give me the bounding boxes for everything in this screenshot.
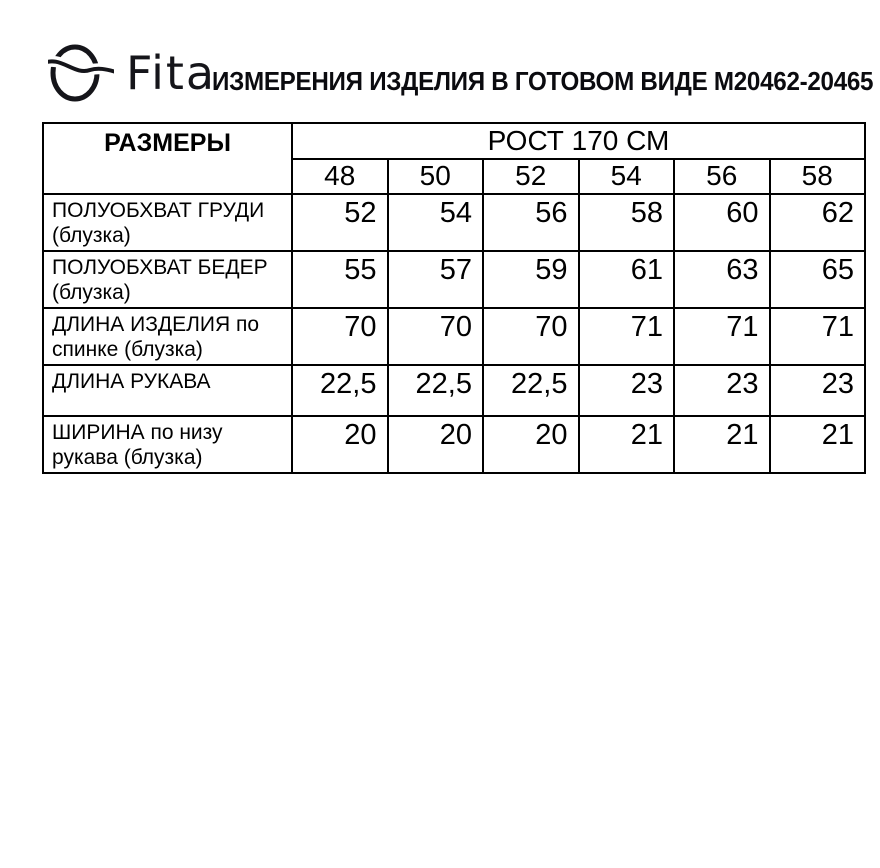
measurement-label: ШИРИНА по низу рукава (блузка) — [43, 416, 292, 473]
measurement-value: 21 — [674, 416, 770, 473]
brand-name: Fita — [126, 46, 217, 100]
measurement-value: 20 — [483, 416, 579, 473]
sizes-corner-header: РАЗМЕРЫ — [43, 123, 292, 194]
measurement-value: 61 — [579, 251, 675, 308]
measurement-value: 60 — [674, 194, 770, 251]
measurement-label: ДЛИНА РУКАВА — [43, 365, 292, 416]
measurement-value: 52 — [292, 194, 388, 251]
table-row — [43, 251, 865, 308]
table-header-row — [43, 123, 865, 159]
measurement-value: 59 — [483, 251, 579, 308]
measurement-value: 70 — [483, 308, 579, 365]
measurement-value: 62 — [770, 194, 866, 251]
measurement-value: 57 — [388, 251, 484, 308]
size-column-header: 52 — [483, 159, 579, 194]
measurement-value: 55 — [292, 251, 388, 308]
height-group-header: РОСТ 170 СМ — [292, 123, 865, 159]
measurement-label: ПОЛУОБХВАТ БЕДЕР (блузка) — [43, 251, 292, 308]
measurement-value: 20 — [292, 416, 388, 473]
measurements-table — [42, 122, 866, 474]
measurement-value: 20 — [388, 416, 484, 473]
table-row — [43, 194, 865, 251]
measurement-value: 71 — [579, 308, 675, 365]
measurement-value: 23 — [579, 365, 675, 416]
measurement-value: 21 — [770, 416, 866, 473]
measurement-value: 71 — [674, 308, 770, 365]
measurement-value: 23 — [674, 365, 770, 416]
table-row — [43, 416, 865, 473]
circle-wave-logo-icon — [48, 42, 114, 104]
measurement-value: 21 — [579, 416, 675, 473]
measurement-value: 65 — [770, 251, 866, 308]
table-row — [43, 308, 865, 365]
measurement-value: 71 — [770, 308, 866, 365]
measurement-label: ДЛИНА ИЗДЕЛИЯ по спинке (блузка) — [43, 308, 292, 365]
table-row — [43, 365, 865, 416]
measurement-value: 56 — [483, 194, 579, 251]
size-column-header: 48 — [292, 159, 388, 194]
brand-logo — [48, 42, 216, 104]
measurement-value: 54 — [388, 194, 484, 251]
measurement-value: 23 — [770, 365, 866, 416]
measurement-value: 22,5 — [388, 365, 484, 416]
size-column-header: 58 — [770, 159, 866, 194]
measurement-value: 70 — [388, 308, 484, 365]
page-title: ИЗМЕРЕНИЯ ИЗДЕЛИЯ В ГОТОВОМ ВИДЕ М20462-20465 — [212, 66, 874, 96]
measurement-value: 63 — [674, 251, 770, 308]
size-column-header: 50 — [388, 159, 484, 194]
measurement-value: 70 — [292, 308, 388, 365]
measurement-label: ПОЛУОБХВАТ ГРУДИ (блузка) — [43, 194, 292, 251]
size-column-header: 56 — [674, 159, 770, 194]
measurement-value: 22,5 — [483, 365, 579, 416]
measurement-value: 58 — [579, 194, 675, 251]
measurement-value: 22,5 — [292, 365, 388, 416]
size-column-header: 54 — [579, 159, 675, 194]
